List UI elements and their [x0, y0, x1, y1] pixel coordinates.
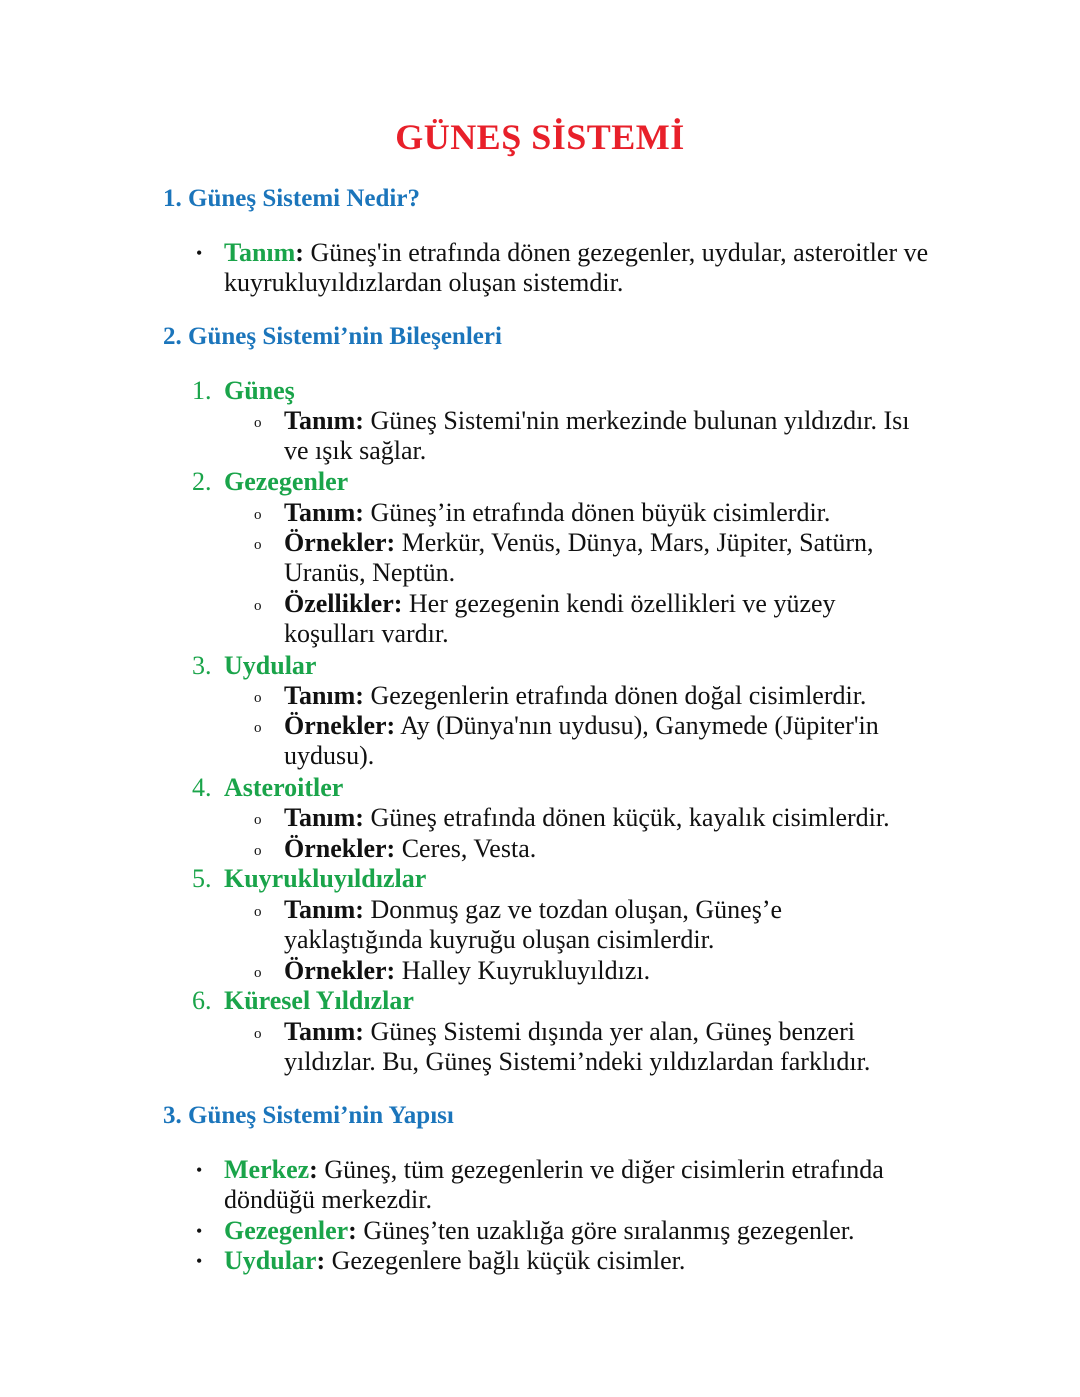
list-item: o Tanım: Güneş etrafında dönen küçük, kayalık cisimlerdir.: [254, 803, 914, 833]
list-item: o Tanım: Donmuş gaz ve tozdan oluşan, Güneş’e yaklaştığında kuyruğu oluşan cisimlerdir.: [254, 895, 783, 954]
list-item: o Örnekler: Ceres, Vesta.: [254, 834, 914, 864]
circle-bullet-icon: o: [254, 1026, 262, 1042]
section-2-heading: 2. Güneş Sistemi’nin Bileşenleri: [163, 323, 502, 350]
circle-bullet-icon: o: [254, 812, 262, 828]
circle-bullet-icon: o: [254, 720, 262, 736]
component-item-uydular: 3. Uydular: [192, 651, 317, 680]
bullet-icon: •: [196, 243, 203, 263]
list-item: o Tanım: Güneş’in etrafında dönen büyük cisimlerdir.: [254, 498, 914, 528]
list-item: o Tanım: Güneş Sistemi dışında yer alan, Güneş benzeri yıldızlar. Bu, Güneş Sistemi’ndeki yıldızlardan farklıdır.: [254, 1017, 871, 1076]
bullet-icon: •: [196, 1251, 203, 1271]
circle-bullet-icon: o: [254, 598, 262, 614]
list-item: o Tanım: Güneş Sistemi'nin merkezinde bulunan yıldızdır. Isı ve ışık sağlar.: [254, 406, 910, 465]
circle-bullet-icon: o: [254, 537, 262, 553]
circle-bullet-icon: o: [254, 904, 262, 920]
component-item-asteroitler: 4. Asteroitler: [192, 773, 344, 802]
bullet-icon: •: [196, 1160, 203, 1180]
page-title: GÜNEŞ SİSTEMİ: [395, 117, 685, 157]
circle-bullet-icon: o: [254, 965, 262, 981]
list-item: • Tanım: Güneş'in etrafında dönen gezegenler, uydular, asteroitler ve kuyrukluyıldızlardan oluşan sistemdir.: [196, 238, 929, 297]
section-1-heading: 1. Güneş Sistemi Nedir?: [163, 185, 420, 212]
circle-bullet-icon: o: [254, 507, 262, 523]
section-3-heading: 3. Güneş Sistemi’nin Yapısı: [163, 1102, 454, 1129]
list-item: o Örnekler: Merkür, Venüs, Dünya, Mars, Jüpiter, Satürn, Uranüs, Neptün.: [254, 528, 874, 587]
list-item: • Uydular: Gezegenlere bağlı küçük cisimler.: [196, 1246, 686, 1275]
circle-bullet-icon: o: [254, 415, 262, 431]
component-item-kuresel-yildizlar: 6. Küresel Yıldızlar: [192, 986, 414, 1015]
circle-bullet-icon: o: [254, 843, 262, 859]
circle-bullet-icon: o: [254, 690, 262, 706]
list-item: o Örnekler: Halley Kuyrukluyıldızı.: [254, 956, 914, 986]
list-item: o Örnekler: Ay (Dünya'nın uydusu), Ganymede (Jüpiter'in uydusu).: [254, 711, 879, 770]
list-item: • Gezegenler: Güneş’ten uzaklığa göre sıralanmış gezegenler.: [196, 1216, 855, 1245]
component-item-gunes: 1. Güneş: [192, 376, 295, 405]
component-item-gezegenler: 2. Gezegenler: [192, 467, 349, 496]
list-item: o Özellikler: Her gezegenin kendi özellikleri ve yüzey koşulları vardır.: [254, 589, 836, 648]
bullet-icon: •: [196, 1221, 203, 1241]
list-item: • Merkez: Güneş, tüm gezegenlerin ve diğer cisimlerin etrafında döndüğü merkezdir.: [196, 1155, 884, 1214]
component-item-kuyrukluyildizlar: 5. Kuyrukluyıldızlar: [192, 864, 427, 893]
list-item: o Tanım: Gezegenlerin etrafında dönen doğal cisimlerdir.: [254, 681, 914, 711]
